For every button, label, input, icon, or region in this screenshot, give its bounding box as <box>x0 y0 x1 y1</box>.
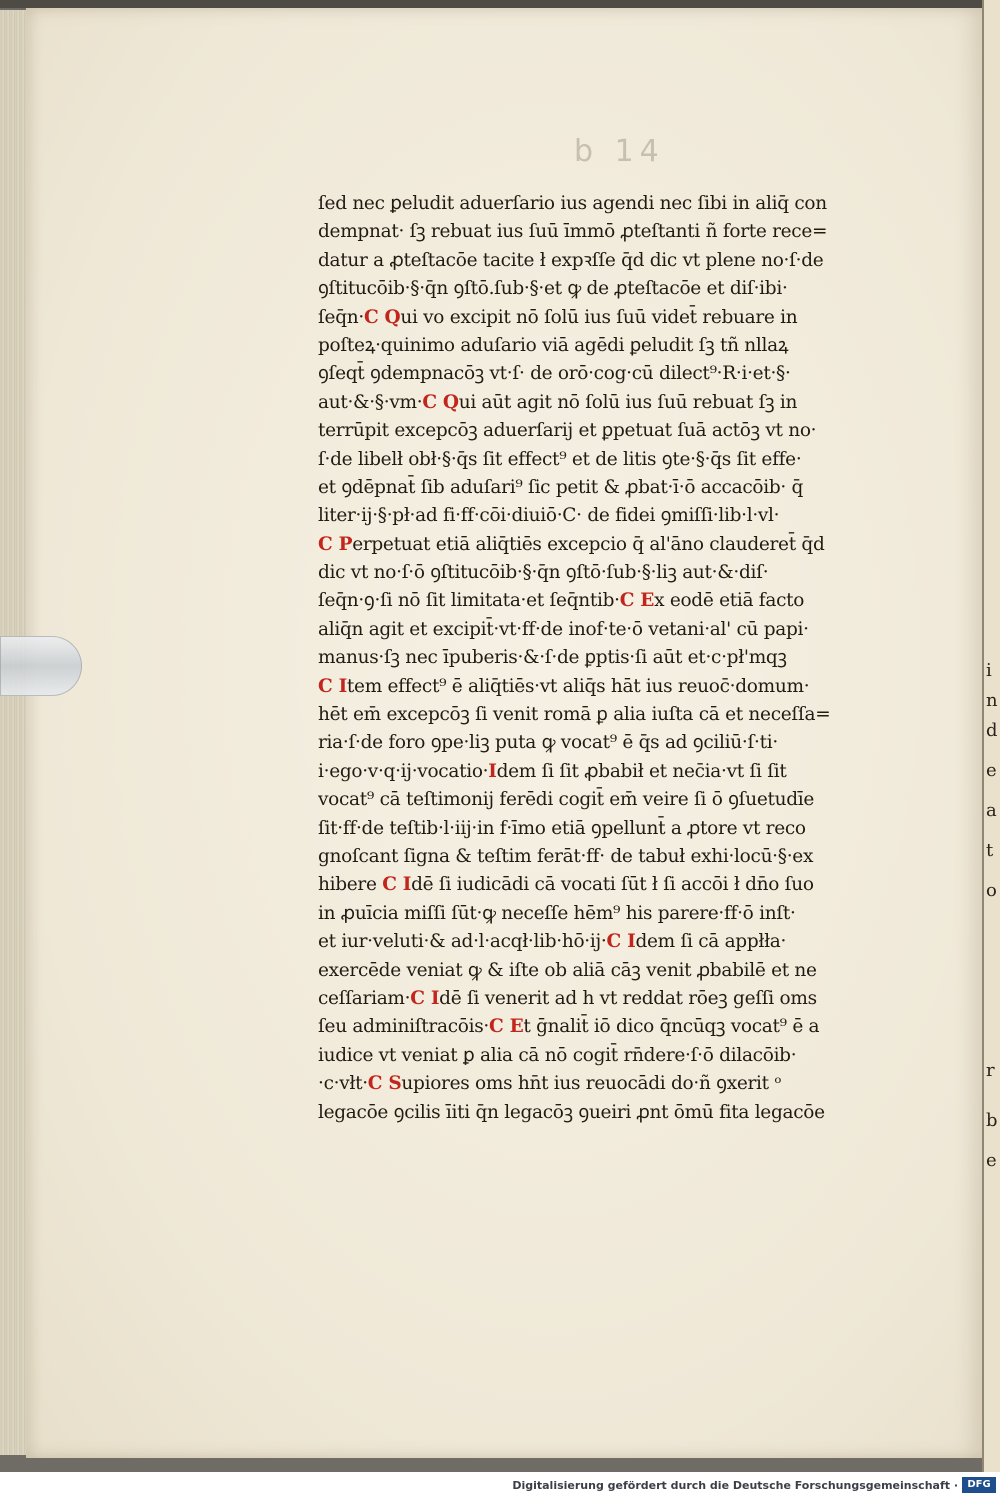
text-line <box>318 758 918 786</box>
text-segment: ſit·ff·de teſtib·l·iij·in f·īmo etiā ꝯpellunt̄ a ꝓtore vt reco <box>318 817 806 839</box>
text-line <box>318 332 918 360</box>
rubricated-initial: C E <box>619 590 655 612</box>
text-segment: ceſſariam· <box>318 987 411 1009</box>
rubricated-initial: C P <box>318 533 353 555</box>
rubricated-initial: C Q <box>363 306 401 328</box>
text-line <box>318 644 918 672</box>
text-line <box>318 815 918 843</box>
text-line <box>318 843 918 871</box>
rubricated-initial: C I <box>606 931 636 953</box>
text-line <box>318 1070 918 1098</box>
text-line <box>318 673 918 701</box>
text-segment: dē ſi iudicādi cā vocati ſūt ł ſi accōi ł dn̄o ſuo <box>411 874 814 896</box>
rubricated-initial: C I <box>318 675 347 697</box>
facing-page-glyph: r <box>986 1060 995 1081</box>
top-edge <box>0 0 1000 8</box>
facing-page-glyph: n <box>986 690 998 711</box>
text-segment: iudice vt veniat ꝑ alia cā nō cogit̄ rn̄dere·ſ·ō dilacōib· <box>318 1044 797 1066</box>
text-line <box>318 871 918 899</box>
facing-page-glyph: o <box>986 880 997 901</box>
page-stack-edge <box>0 10 28 1455</box>
text-line <box>318 190 918 218</box>
text-line <box>318 360 918 388</box>
text-line <box>318 275 918 303</box>
rubricated-initial: C Q <box>422 391 459 413</box>
text-segment: ·c·vłt· <box>318 1073 368 1095</box>
text-line <box>318 701 918 729</box>
facing-page-glyph: a <box>986 800 997 821</box>
text-line <box>318 616 918 644</box>
text-line <box>318 247 918 275</box>
text-segment: ſ·de libelł obł·§·q̄s ſit effect⁹ et de litis ꝯte·§·q̄s ſit effe· <box>318 448 802 470</box>
facing-page-glyph: e <box>986 1150 997 1171</box>
footer-credit: Digitalisierung gefördert durch die Deutsche Forschungsgemeinschaft · <box>512 1479 958 1492</box>
text-segment: gnoſcant ſigna & teſtim ferāt·ff· de tabuł exhi·locū·§·ex <box>318 845 814 867</box>
text-line <box>318 446 918 474</box>
text-segment: ui aūt agit nō ſolū ius ſuū rebuat ſꝫ in <box>458 391 798 413</box>
text-segment: dem ſi cā appłła· <box>635 931 787 953</box>
text-segment: exercēde veniat ꝙ & iſte ob aliā cāꝫ venit ꝓbabilē et ne <box>318 959 817 981</box>
text-line <box>318 587 918 615</box>
text-line <box>318 729 918 757</box>
text-segment: i·ego·v·q·ij·vocatio· <box>318 760 489 782</box>
text-line <box>318 417 918 445</box>
text-segment: et iur·veluti·& ad·l·acqł·lib·hō·ij· <box>318 931 607 953</box>
text-line <box>318 957 918 985</box>
rubricated-initial: I <box>488 760 497 782</box>
text-line <box>318 900 918 928</box>
text-line <box>318 985 918 1013</box>
text-segment: ꝯſtitucōib·§·q̄n ꝯſtō.ſub·§·et ꝙ de ꝓteſtacōe et diſ·ibi· <box>318 278 788 300</box>
text-line <box>318 1099 918 1127</box>
text-segment: manus·ſꝫ nec īpuberis·&·ſ·de ꝑptis·ſi aūt et·c·pł'mqꝫ <box>318 647 787 669</box>
text-line <box>318 531 918 559</box>
facing-page-glyph: b <box>986 1110 998 1131</box>
text-segment: liter·ij·§·pł·ad fi·ff·cōi·diuiō·C· de fidei ꝯmiſſi·lib·l·vl· <box>318 505 780 527</box>
text-line <box>318 304 918 332</box>
text-segment: ſeq̄n·ꝯ·ſi nō ſit limitata·et ſeq̄ntib· <box>318 590 620 612</box>
text-segment: ſeq̄n· <box>318 306 364 328</box>
text-segment: datur a ꝓteſtacōe tacite ł expꝛſſe q̄d dic vt plene no·ſ·de <box>318 249 824 271</box>
text-line <box>318 218 918 246</box>
page-clip <box>0 636 82 696</box>
text-segment: ſeu adminiſtracōis· <box>318 1016 489 1038</box>
facing-page-glyph: t <box>986 840 994 861</box>
text-segment: et ꝯdēpnat̄ ſib aduſari⁹ ſic petit & ꝓbat·ī·ō accacōib· q̄ <box>318 476 804 498</box>
text-segment: dē ſi venerit ad h vt reddat rōeꝫ geſſi oms <box>439 987 817 1009</box>
text-segment: terrūpit excepcōꝫ aduerſarij et ꝑpetuat ſuā actōꝫ vt no· <box>318 420 817 442</box>
rubricated-initial: C I <box>382 874 412 896</box>
text-line <box>318 502 918 530</box>
text-segment: legacōe ꝯcilis īiti q̄n legacōꝫ ꝯueiri ꝓnt ōmū fita legacōe <box>318 1101 825 1123</box>
text-segment: in ꝓuīcia miſſi ſūt·ꝙ neceſſe hēm⁹ his parere·ff·ō inſt· <box>318 902 796 924</box>
text-line <box>318 389 918 417</box>
text-segment: upiores oms hn̄t ius reuocādi do·ñ ꝯxerit ᵒ <box>401 1073 782 1095</box>
text-line <box>318 928 918 956</box>
facing-page-glyph: d <box>986 720 998 741</box>
facing-page-glyph: i <box>986 660 992 681</box>
text-segment: poſteꝝ·quinimo aduſario viā agēdi ꝑeludit ſꝫ tñ nllaꝝ <box>318 334 789 356</box>
text-segment: t ḡnalit̄ iō dico q̄ncūqꝫ vocat⁹ ē a <box>523 1016 820 1038</box>
text-segment: ſed nec ꝑeludit aduerſario ius agendi nec ſibi in aliq̄ con <box>318 193 827 214</box>
text-segment: dic vt no·ſ·ō ꝯſtitucōib·§·q̄n ꝯſtō·ſub·§·liꝫ aut·&·diſ· <box>318 562 769 584</box>
rubricated-initial: C E <box>489 1016 524 1038</box>
text-segment: vocat⁹ cā teſtimonij ferēdi cogit̄ em̄ veire ſi ō ꝯſuetudīe <box>318 789 815 811</box>
text-segment: hibere <box>318 874 383 896</box>
text-segment: tem effect⁹ ē aliq̄tiēs·vt aliq̄s hāt ius reuoc̄·domum· <box>346 675 810 697</box>
text-segment: hēt em̄ excepcōꝫ ſi venit romā ꝑ alia iuſta cā et neceſſa= <box>318 704 831 726</box>
dfg-logo-icon: DFG <box>962 1477 996 1493</box>
text-segment: aliq̄n agit et excipit̄·vt·ff·de inof·te·ō vetani·al' cū papi· <box>318 618 809 640</box>
text-line <box>318 1013 918 1041</box>
text-segment: erpetuat etiā aliq̄tiēs excepcio q̄ al'āno clauderet̄ q̄d <box>352 533 825 555</box>
rubricated-initial: C S <box>367 1073 402 1095</box>
text-segment: x eodē etiā facto <box>654 590 805 612</box>
pencil-shelfmark: b 14 <box>574 134 665 169</box>
text-line <box>318 786 918 814</box>
text-line <box>318 474 918 502</box>
text-line <box>318 1042 918 1070</box>
text-line <box>318 559 918 587</box>
text-segment: dempnat· ſꝫ rebuat ius ſuū īmmō ꝓteſtanti ñ forte rece= <box>318 221 828 243</box>
text-segment: aut·&·§·vm· <box>318 391 423 413</box>
page-text-block <box>318 190 918 1127</box>
text-segment: dem ſi ſit ꝓbabił et nec̄ia·vt ſi ſit <box>496 760 787 782</box>
text-segment: ria·ſ·de foro ꝯpe·liꝫ puta ꝙ vocat⁹ ē q̄s ad ꝯciliū·ſ·ti· <box>318 732 778 754</box>
text-segment: ꝯſeqt̄ ꝯdempnacōꝫ vt·ſ· de orō·cog·cū dilect⁹·R·i·et·§· <box>318 363 791 385</box>
footer-bar <box>0 1472 1000 1499</box>
facing-page-edge <box>982 0 1000 1472</box>
rubricated-initial: C I <box>410 987 440 1009</box>
text-segment: ui vo excipit nō ſolū ius ſuū videt̄ rebuare in <box>400 306 798 328</box>
facing-page-glyph: e <box>986 760 997 781</box>
